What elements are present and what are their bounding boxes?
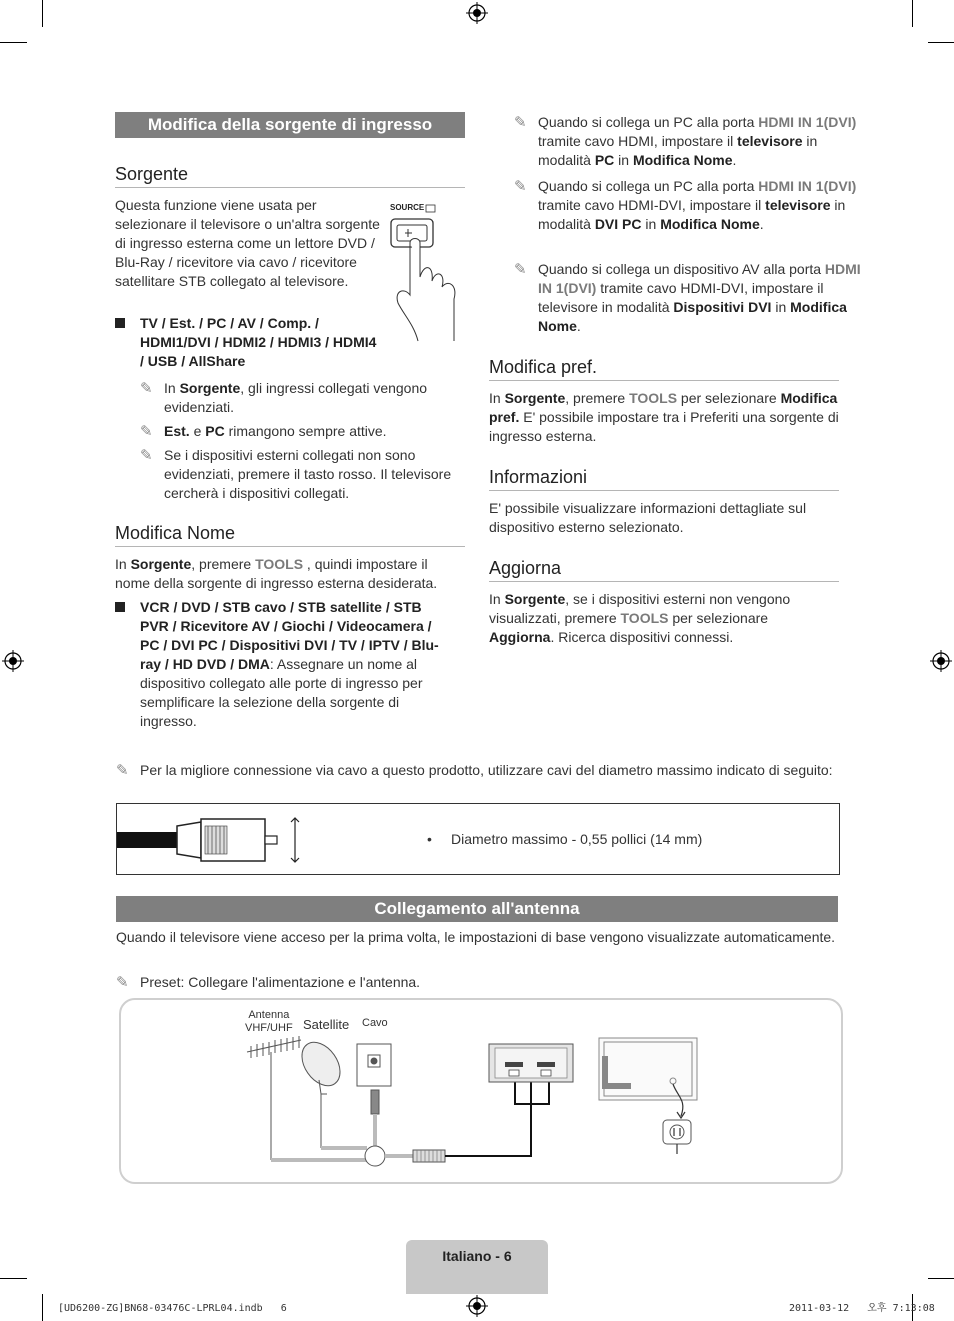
crop-mark xyxy=(42,0,43,27)
satellite-dish-icon xyxy=(294,1035,348,1148)
tools-keyword: TOOLS xyxy=(620,610,669,626)
device-names-bullet xyxy=(115,598,448,731)
modifica-nome-paragraph xyxy=(115,555,455,593)
note-text: tramite cavo HDMI-DVI, impostare il televisore in modalità xyxy=(538,280,824,315)
note-sempre-attive xyxy=(140,422,464,441)
note-keyword: Modifica Nome xyxy=(632,152,733,168)
note-text: e xyxy=(189,423,206,439)
vhf-uhf-antenna-icon xyxy=(247,1036,301,1160)
note-pc-hdmi xyxy=(514,113,863,170)
antenna-diagram xyxy=(119,998,843,1184)
antenna-connection-illustration xyxy=(121,1000,841,1182)
heading-modifica-pref: Modifica pref. xyxy=(489,358,839,381)
note-text: . xyxy=(576,318,581,334)
note-text: In xyxy=(164,380,180,396)
note-tasto-rosso xyxy=(140,446,489,503)
cable-wall-socket-icon xyxy=(357,1044,391,1114)
note-text: . xyxy=(759,216,764,232)
para-keyword: Modifica pref. xyxy=(489,390,838,425)
note-keyword: Modifica Nome xyxy=(538,299,847,334)
label-cavo: Cavo xyxy=(362,1017,388,1029)
para-text: In xyxy=(489,591,505,607)
section-header-source: Modifica della sorgente di ingresso xyxy=(115,112,465,138)
note-text: rimangono sempre attive. xyxy=(224,423,387,439)
aggiorna-paragraph xyxy=(489,590,824,647)
para-text: , premere xyxy=(191,556,256,572)
diameter-spec: Diametro massimo - 0,55 pollici (14 mm) xyxy=(451,831,703,847)
informazioni-paragraph: E' possibile visualizzare informazioni dettagliate sul dispositivo esterno selezionato. xyxy=(489,500,807,535)
para-text: per selezionare xyxy=(677,390,781,406)
pencil-note-icon: ✎ xyxy=(116,974,129,991)
crop-mark xyxy=(42,1294,43,1321)
note-keyword: televisore xyxy=(737,133,803,149)
note-text: in xyxy=(614,152,633,168)
registration-mark-icon xyxy=(2,650,24,672)
bullet-dot: • xyxy=(427,831,432,847)
source-list-bullet: TV / Est. / PC / AV / Comp. / HDMI1/DVI / HDMI2 / HDMI3 / HDMI4 / USB / AllShare xyxy=(115,314,380,371)
print-file-info: [UD6200-ZG]BN68-03476C-LPRL04.indb 6 xyxy=(58,1303,287,1314)
tools-keyword: TOOLS xyxy=(255,556,304,572)
note-keyword: DVI PC xyxy=(594,216,642,232)
modifica-pref-paragraph xyxy=(489,389,841,446)
antenna-paragraph: Quando il televisore viene acceso per la prima volta, le impostazioni di base vengono visualizzate automaticamente. xyxy=(116,929,836,945)
note-text: Quando si collega un PC alla porta xyxy=(538,178,759,194)
para-keyword: Aggiorna xyxy=(489,629,551,645)
note-evidenziati xyxy=(140,379,464,417)
source-button-illustration xyxy=(388,203,468,343)
para-text: , se i dispositivi esterni non vengono visualizzati, premere xyxy=(489,591,791,626)
registration-mark-icon xyxy=(930,650,952,672)
section-header-antenna: Collegamento all'antenna xyxy=(116,896,838,922)
registration-mark-icon xyxy=(466,2,488,24)
note-text: in modalità xyxy=(538,133,818,168)
port-keyword: HDMI IN 1(DVI) xyxy=(538,261,861,296)
note-text: Preset: Collegare l'alimentazione e l'antenna. xyxy=(140,974,421,990)
device-names: VCR / DVD / STB cavo / STB satellite / STB PVR / Ricevitore AV / Giochi / Videocamera / PC / DVI PC / Dispositivi DVI / TV / IPTV / Blu-ray / HD DVD / DMA xyxy=(140,599,439,672)
para-text: , quindi impostare il nome della sorgente di ingresso esterna desiderata. xyxy=(115,556,438,591)
label-antenna-line1: Antenna xyxy=(248,1009,290,1021)
pencil-note-icon: ✎ xyxy=(140,423,153,440)
note-keyword: televisore xyxy=(765,197,831,213)
power-socket-icon xyxy=(663,1120,691,1154)
note-text: Quando si collega un dispositivo AV alla porta xyxy=(538,261,825,277)
para-keyword: Sorgente xyxy=(504,591,566,607)
hand-press-icon xyxy=(388,203,468,343)
crop-mark xyxy=(928,1278,954,1279)
registration-mark-icon xyxy=(466,1295,488,1317)
pencil-note-icon: ✎ xyxy=(140,447,153,464)
page-number-tab: Italiano - 6 xyxy=(406,1240,548,1294)
para-keyword: Sorgente xyxy=(130,556,192,572)
port-keyword: HDMI IN 1(DVI) xyxy=(758,178,857,194)
pencil-note-icon: ✎ xyxy=(140,380,153,397)
para-text: , premere xyxy=(565,390,630,406)
note-text: . xyxy=(732,152,737,168)
para-text: . Ricerca dispositivi connessi. xyxy=(550,629,734,645)
note-keyword: Est. xyxy=(164,423,190,439)
para-text: In xyxy=(489,390,505,406)
para-text: In xyxy=(115,556,131,572)
pencil-note-icon: ✎ xyxy=(116,762,129,779)
sorgente-paragraph: Questa funzione viene usata per selezionare il televisore o un'altra sorgente di ingresso esterna come un lettore DVD / Blu-Ray / ricevitore via cavo / ricevitore satellitare STB collegato al televisore. xyxy=(115,197,380,289)
note-text: Quando si collega un PC alla porta xyxy=(538,114,759,130)
pencil-note-icon: ✎ xyxy=(514,178,527,195)
label-satellite: Satellite xyxy=(303,1017,350,1032)
para-text: E' possibile impostare tra i Preferiti una sorgente di ingresso esterna. xyxy=(489,409,839,444)
cable-spec-box xyxy=(116,803,840,875)
pencil-note-icon: ✎ xyxy=(514,261,527,278)
note-pc-hdmi-dvi xyxy=(514,177,863,234)
note-keyword: Sorgente xyxy=(179,380,241,396)
crop-mark xyxy=(0,42,27,43)
antenna-preset-note xyxy=(116,973,860,992)
para-keyword: Sorgente xyxy=(504,390,566,406)
heading-aggiorna: Aggiorna xyxy=(489,559,839,582)
crop-mark xyxy=(0,1278,27,1279)
note-keyword: Modifica Nome xyxy=(660,216,760,232)
heading-modifica-nome: Modifica Nome xyxy=(115,524,465,547)
note-text: in modalità xyxy=(538,197,846,232)
note-keyword: PC xyxy=(594,152,615,168)
cable-plug-icon xyxy=(117,804,307,874)
note-keyword: Dispositivi DVI xyxy=(673,299,772,315)
heading-informazioni: Informazioni xyxy=(489,468,839,491)
note-keyword: PC xyxy=(205,423,225,439)
heading-sorgente: Sorgente xyxy=(115,165,465,188)
note-text: Se i dispositivi esterni collegati non sono evidenziati, premere il tasto rosso. Il televisore cercherà i dispositivi collegati. xyxy=(164,447,452,501)
note-text: tramite cavo HDMI-DVI, impostare il xyxy=(538,197,766,213)
note-text: tramite cavo HDMI, impostare il xyxy=(538,133,738,149)
crop-mark xyxy=(928,42,954,43)
tv-back-icon xyxy=(599,1038,697,1118)
note-text: in xyxy=(771,299,791,315)
tools-keyword: TOOLS xyxy=(629,390,678,406)
tv-rear-panel-icon xyxy=(489,1044,573,1082)
cable-note xyxy=(116,761,860,780)
note-av-hdmi-dvi xyxy=(514,260,863,336)
note-text: , gli ingressi collegati vengono evidenziati. xyxy=(164,380,428,415)
print-date-info: 2011-03-12 오후 7:13:08 xyxy=(789,1303,935,1314)
note-text: in xyxy=(641,216,661,232)
label-antenna-line2: VHF/UHF xyxy=(245,1022,293,1034)
source-button-label: SOURCE xyxy=(390,203,425,212)
note-text: Per la migliore connessione via cavo a questo prodotto, utilizzare cavi del diametro massimo indicato di seguito: xyxy=(140,762,833,778)
crop-mark xyxy=(912,0,913,27)
port-keyword: HDMI IN 1(DVI) xyxy=(758,114,857,130)
pencil-note-icon: ✎ xyxy=(514,114,527,131)
bullet-text: : Assegnare un nome al dispositivo collegato alle porte di ingresso per semplificare la selezione della sorgente di ingresso. xyxy=(140,656,423,729)
para-text: per selezionare xyxy=(668,610,769,626)
